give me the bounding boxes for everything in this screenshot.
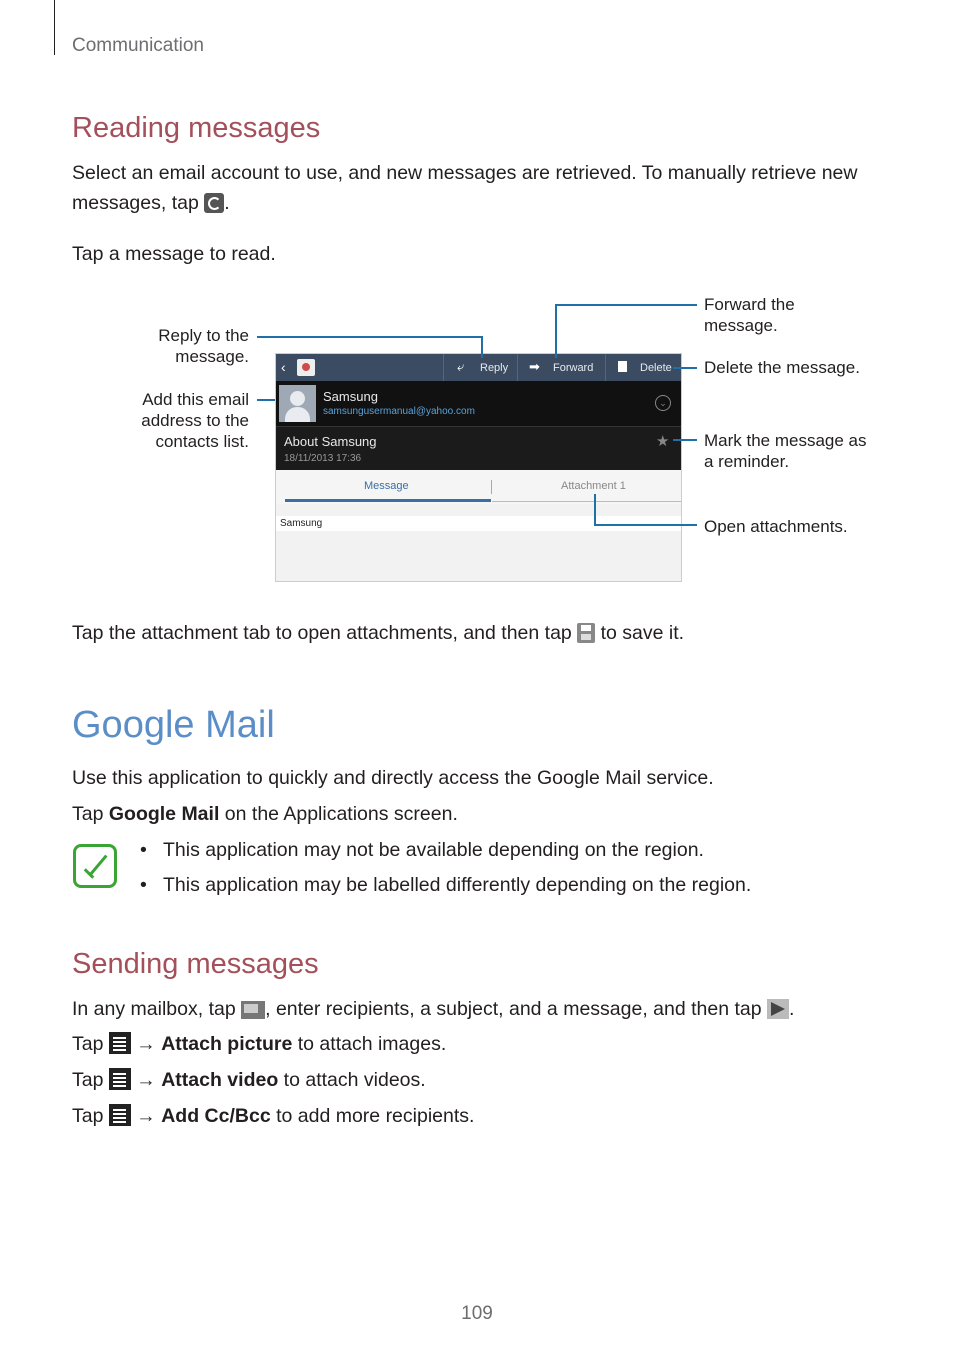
avatar-head-icon	[290, 391, 305, 406]
reply-button[interactable]: Reply	[480, 362, 509, 374]
message-datetime: 18/11/2013 17:36	[284, 453, 362, 464]
note-item-text: This application may be labelled differently depending on the region.	[163, 874, 752, 896]
sending-step-tap: Tap	[72, 1069, 104, 1091]
callout-line-forward	[555, 304, 697, 306]
reading-paragraph-period: .	[224, 192, 230, 214]
tab-message[interactable]: Message	[364, 480, 409, 492]
section-heading-google-mail: Google Mail	[72, 704, 275, 746]
reply-icon: ⤶	[457, 359, 465, 374]
chevron-down-icon[interactable]: ⌄	[655, 395, 671, 411]
subject-row	[276, 426, 681, 471]
tab-divider	[491, 480, 492, 494]
toolbar-divider	[605, 354, 606, 381]
chapter-title: Communication	[72, 35, 204, 56]
section-heading-reading: Reading messages	[72, 112, 321, 144]
sending-step-arrow: →	[136, 1105, 156, 1127]
reading-tap-message: Tap a message to read.	[72, 243, 276, 265]
sending-step-tap: Tap	[72, 1033, 104, 1055]
callout-line-reply-drop	[481, 336, 483, 358]
sending-step-tap: Tap	[72, 1105, 104, 1127]
callout-line-attach-drop	[594, 494, 596, 525]
sending-step	[72, 1029, 446, 1059]
email-app-icon	[297, 359, 315, 376]
callout-line-attach	[594, 524, 697, 526]
tab-attachment[interactable]: Attachment 1	[561, 480, 626, 492]
compose-icon	[241, 1001, 265, 1019]
callout-attachments: Open attachments.	[704, 517, 848, 536]
sending-step	[72, 1065, 426, 1095]
callout-reminder	[704, 430, 867, 472]
callout-line-forward-drop	[555, 304, 557, 358]
back-arrow-icon: ‹	[281, 359, 286, 375]
sending-paragraph-a: In any mailbox, tap	[72, 998, 236, 1020]
sending-step-bold: Attach picture	[161, 1033, 293, 1055]
note-item: • This application may not be available depending on the region.	[140, 839, 704, 861]
delete-button[interactable]: Delete	[640, 362, 672, 374]
callout-line-delete	[673, 367, 697, 369]
callout-forward	[704, 294, 795, 336]
callout-reminder-line1: Mark the message as	[704, 431, 867, 450]
callout-forward-line2: message.	[704, 316, 778, 335]
note-pencil-icon	[73, 844, 117, 888]
forward-icon: ➡	[529, 359, 540, 374]
callout-add-contact-line2: address to the	[141, 411, 249, 430]
sending-paragraph	[72, 994, 794, 1024]
sending-step	[72, 1101, 474, 1131]
sending-step-bold: Add Cc/Bcc	[161, 1105, 271, 1127]
email-toolbar	[276, 354, 681, 381]
menu-icon	[109, 1032, 131, 1054]
refresh-icon	[204, 193, 224, 213]
callout-add-contact-line3: contacts list.	[155, 432, 249, 451]
sending-paragraph-c: .	[789, 998, 795, 1020]
menu-icon	[109, 1104, 131, 1126]
callout-line-reminder	[673, 439, 697, 441]
sending-step-arrow: →	[136, 1069, 156, 1091]
tab-active-indicator	[285, 499, 491, 502]
tab-underline	[492, 501, 681, 502]
subject-text: About Samsung	[284, 434, 377, 449]
reading-paragraph-line1: Select an email account to use, and new messages are retrieved. To manually retrieve new	[72, 162, 858, 184]
note-item: • This application may be labelled differently depending on the region.	[140, 874, 752, 896]
toolbar-divider	[443, 354, 444, 381]
gmail-tap-b: on the Applications screen.	[219, 803, 458, 825]
gmail-tap-instruction	[72, 799, 458, 829]
star-icon[interactable]: ★	[656, 433, 670, 450]
avatar[interactable]	[279, 385, 316, 422]
forward-button[interactable]: Forward	[553, 362, 594, 374]
note-item-text: This application may not be available depending on the region.	[163, 839, 704, 861]
save-icon	[577, 623, 595, 643]
callout-line-reply	[257, 336, 482, 338]
callout-reply-line1: Reply to the	[158, 326, 249, 345]
attachment-instruction-b: to save it.	[600, 622, 685, 644]
attachment-instruction-a: Tap the attachment tab to open attachments, and then tap	[72, 622, 572, 644]
message-tabs	[276, 470, 681, 504]
page-number: 109	[461, 1303, 493, 1324]
callout-add-contact-line1: Add this email	[142, 390, 249, 409]
toolbar-divider	[517, 354, 518, 381]
section-heading-sending: Sending messages	[72, 948, 319, 980]
callout-add-contact	[100, 389, 249, 452]
sending-paragraph-b: , enter recipients, a subject, and a message, and then tap	[265, 998, 762, 1020]
avatar-body-icon	[285, 407, 310, 422]
reading-paragraph-line2	[72, 188, 230, 218]
menu-icon	[109, 1068, 131, 1090]
trash-icon	[618, 361, 627, 372]
sender-row	[276, 381, 681, 426]
sender-email: samsungusermanual@yahoo.com	[323, 406, 475, 417]
sending-step-rest: to attach images.	[292, 1033, 447, 1055]
sending-step-rest: to add more recipients.	[270, 1105, 475, 1127]
gmail-tap-a: Tap	[72, 803, 109, 825]
header-rule	[54, 0, 55, 55]
sending-step-rest: to attach videos.	[278, 1069, 426, 1091]
gmail-tap-bold: Google Mail	[108, 803, 220, 825]
send-icon	[767, 999, 789, 1019]
attachment-instruction	[72, 618, 684, 648]
callout-forward-line1: Forward the	[704, 295, 795, 314]
reading-paragraph-text: messages, tap	[72, 192, 199, 214]
callout-reply-line2: message.	[175, 347, 249, 366]
email-screenshot	[275, 353, 682, 582]
callout-reply	[100, 325, 249, 367]
callout-reminder-line2: a reminder.	[704, 452, 790, 471]
callout-line-contact	[257, 399, 275, 401]
sending-step-bold: Attach video	[161, 1069, 279, 1091]
message-body-text: Samsung	[280, 518, 323, 529]
sending-step-arrow: →	[136, 1033, 156, 1055]
sender-name: Samsung	[323, 389, 378, 404]
gmail-paragraph: Use this application to quickly and directly access the Google Mail service.	[72, 767, 714, 789]
callout-delete: Delete the message.	[704, 358, 860, 377]
